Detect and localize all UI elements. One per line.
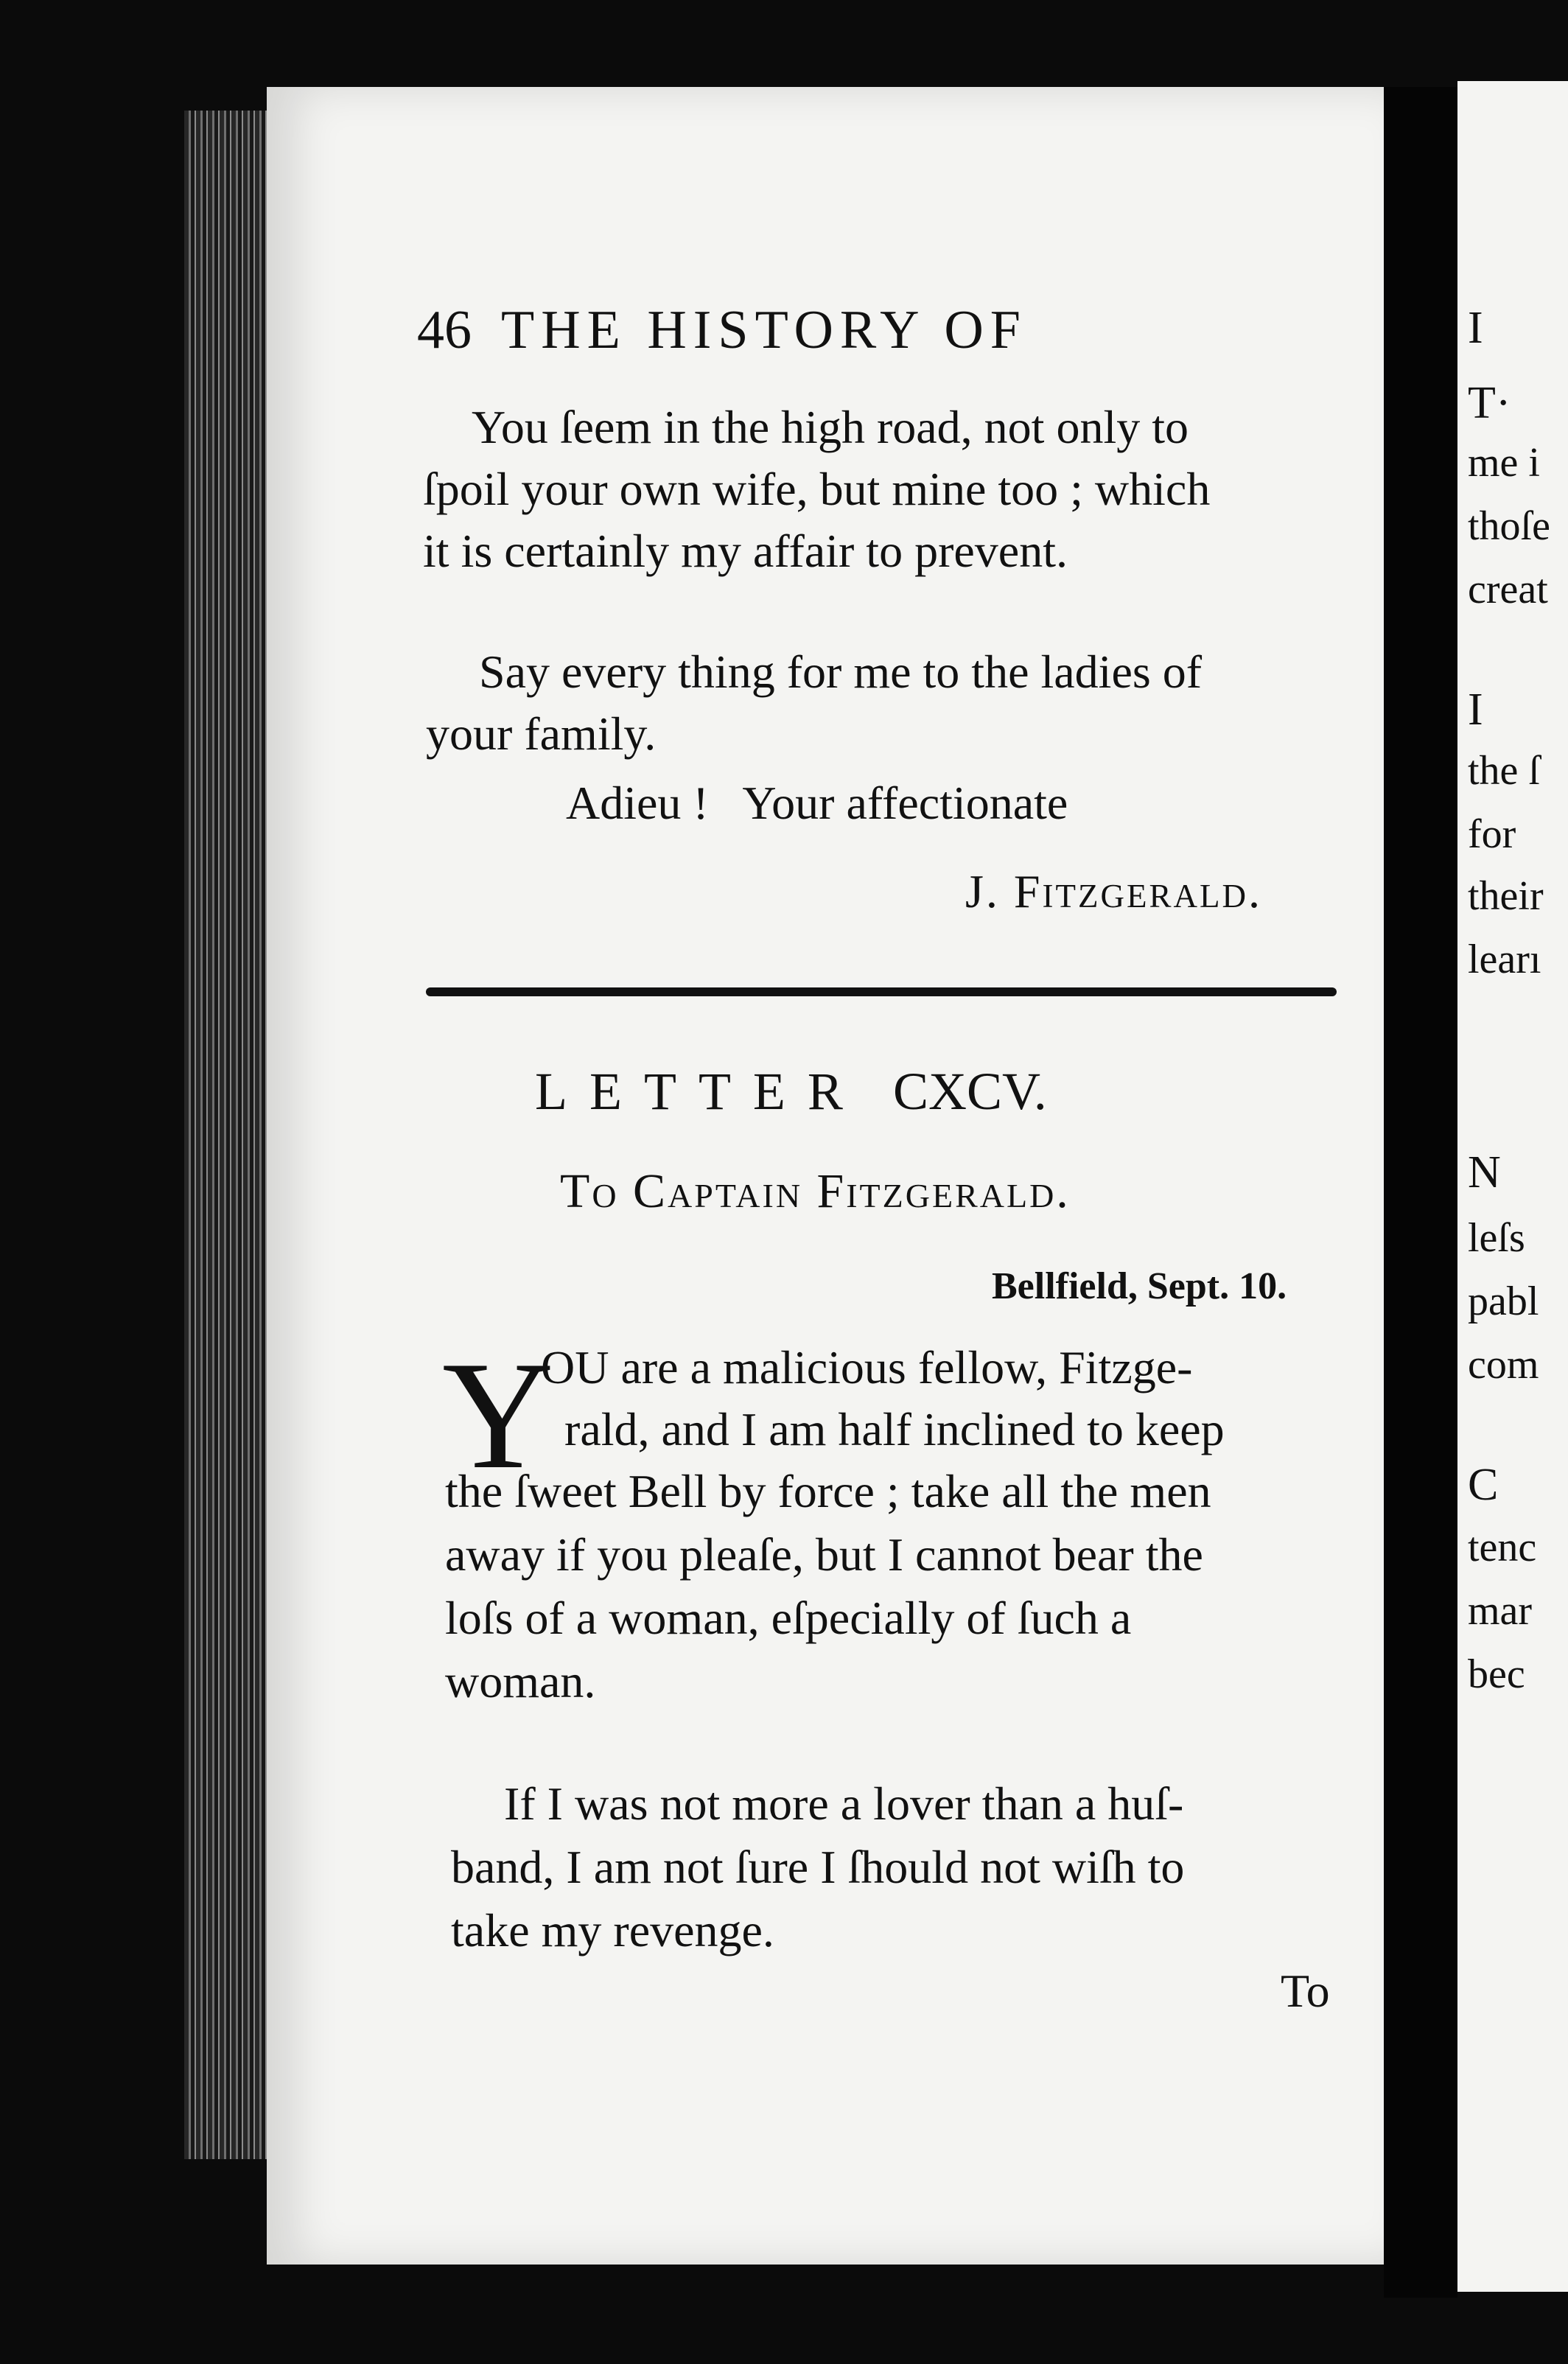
facing-page-text: T·: [1468, 378, 1511, 428]
drop-cap: Y: [442, 1330, 554, 1501]
letter-closing: Adieu ! Your affectionate: [566, 777, 1068, 829]
facing-page-text: for: [1468, 811, 1516, 857]
body-line: loſs of a woman, eſpecially of ſuch a: [445, 1592, 1132, 1644]
text-line: Say every thing for me to the ladies of: [479, 646, 1203, 698]
letter-dateline: Bellfield, Sept. 10.: [992, 1265, 1287, 1307]
letter-heading-numeral: CXCV.: [892, 1062, 1047, 1121]
body-line: band, I am not ſure I ſhould not wiſh to: [451, 1841, 1185, 1893]
text-line: You ſeem in the high road, not only to: [472, 401, 1189, 453]
running-head-title: THE HISTORY OF: [501, 300, 1027, 360]
text-line: it is certainly my affair to prevent.: [423, 525, 1068, 577]
body-line: woman.: [445, 1655, 596, 1707]
text-line: your family.: [426, 707, 657, 760]
facing-page-text: N: [1468, 1147, 1501, 1197]
facing-page-text: mar: [1468, 1588, 1533, 1634]
facing-page-text: C: [1468, 1460, 1499, 1510]
body-line: If I was not more a lover than a huſ-: [504, 1777, 1184, 1830]
body-line: rald, and I am half inclined to keep: [564, 1403, 1225, 1455]
facing-page-text: tenc: [1468, 1525, 1537, 1570]
facing-page-text: bec: [1468, 1651, 1525, 1697]
facing-page-text: creat: [1468, 567, 1548, 612]
book-gutter: [1384, 87, 1457, 2298]
facing-page-text: pabl: [1468, 1279, 1539, 1324]
facing-page-text: I: [1468, 685, 1483, 735]
book-edge: [184, 111, 273, 2159]
body-line: OU are a malicious fellow, Fitzge-: [541, 1341, 1193, 1393]
letter-heading-word: LETTER: [535, 1062, 865, 1121]
text-line: ſpoil your own wife, but mine too ; which: [423, 463, 1211, 515]
body-line: the ſweet Bell by force ; take all the men: [445, 1465, 1211, 1517]
letter-addressee: To Captain Fitzgerald.: [560, 1164, 1071, 1218]
body-line: away if you pleaſe, but I cannot bear the: [445, 1528, 1203, 1581]
facing-page-text: leſs: [1468, 1215, 1525, 1261]
facing-page-text: com: [1468, 1342, 1539, 1388]
facing-page-text: their: [1468, 873, 1544, 919]
page-number: 46: [417, 300, 472, 360]
facing-page-text: me i: [1468, 440, 1540, 486]
facing-page-fragment: [1457, 81, 1568, 2292]
catchword: To: [1281, 1965, 1330, 2017]
facing-page-text: thoſe: [1468, 503, 1550, 549]
section-rule: [426, 987, 1337, 996]
body-line: take my revenge.: [451, 1904, 774, 1956]
running-head: [417, 299, 1027, 362]
facing-page-text: I: [1468, 303, 1483, 353]
signature: J. Fitzgerald.: [965, 865, 1262, 917]
letter-heading: [535, 1061, 1047, 1122]
facing-page-text: the ſ: [1468, 748, 1540, 794]
facing-page-text: learı: [1468, 937, 1541, 982]
